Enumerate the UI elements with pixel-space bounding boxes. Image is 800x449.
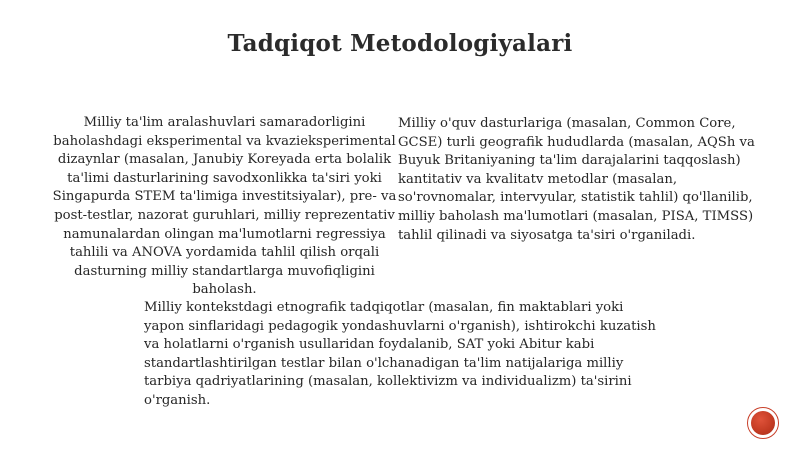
slide-title: Tadqiqot Metodologiyalari (227, 30, 573, 57)
left-text-block: Milliy ta'lim aralashuvlari samaradorligini baholashdagi eksperimental va kvazieksperimental dizaynlar (masalan, Janubiy Koreyada erta bolalik ta'limi dasturlarining savodxonlikka ta'siri yoki Singapurda STEM ta'limiga investitsiyalar), pre- va post-testlar, nazorat guruhlari, milliy reprezentativ namunalardan olingan ma'lumotlarni regressiya tahlili va ANOVA yordamida tahlil qilish orqali dasturning milliy standartlarga muvofiqligini baholash. (52, 115, 397, 298)
red-circle-icon (751, 411, 775, 435)
next-slide-button[interactable] (747, 407, 779, 439)
bottom-text-block: Milliy kontekstdagi etnografik tadqiqotlar (masalan, fin maktablari yoki yapon sinflaridagi pedagogik yondashuvlarni o'rganish), ishtirokchi kuzatish va holatlarni o'rganish usullaridan foydalanib, SAT yoki Abitur kabi standartlashtirilgan testlar bilan o'lchanadigan ta'lim natijalariga milliy tarbiya qadriyatlarining (masalan, kollektivizm va individualizm) ta'sirini o'rganish. (144, 300, 656, 408)
right-text-block: Milliy o'quv dasturlariga (masalan, Common Core, GCSE) turli geografik hududlarda (masalan, AQSh va Buyuk Britaniyaning ta'lim darajalarini taqqoslash) kantitativ va kvalitatv metodlar (masalan, so'rovnomalar, intervyular, statistik tahlil) qo'llanilib, milliy baholash ma'lumotlari (masalan, PISA, TIMSS) tahlil qilinadi va siyosatga ta'siri o'rganiladi. (398, 116, 755, 243)
